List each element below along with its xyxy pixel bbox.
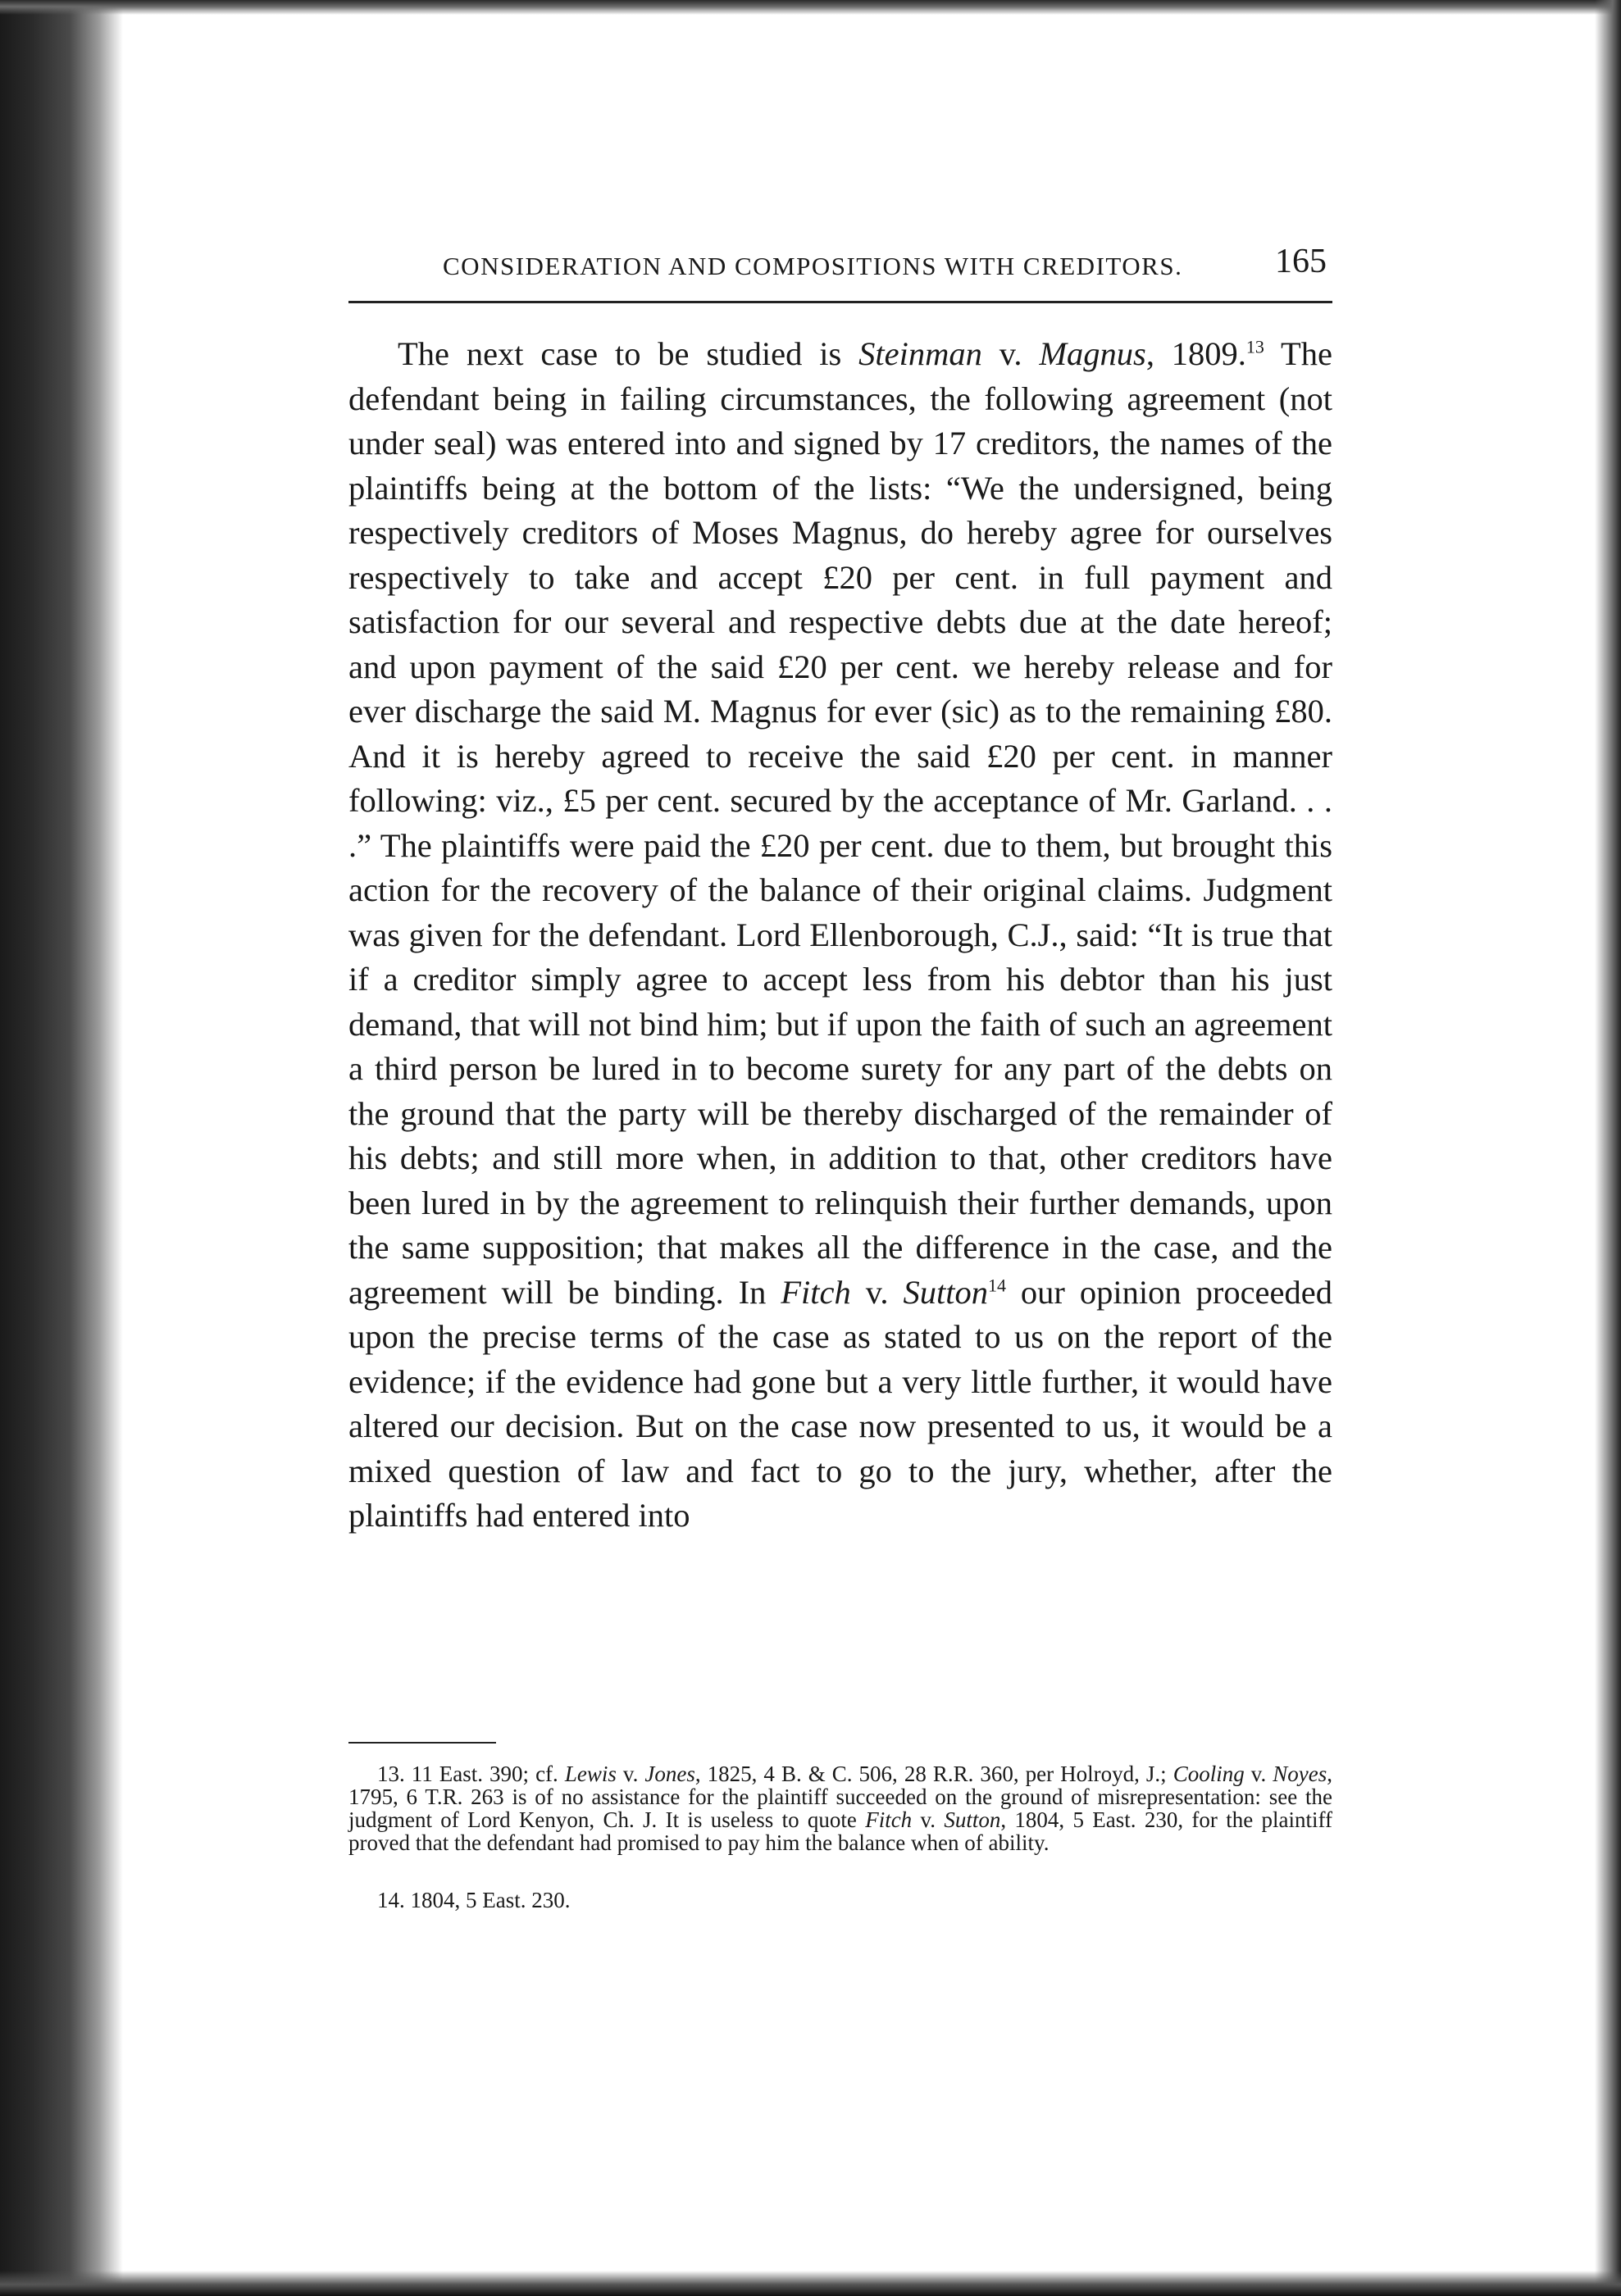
footnote-rule — [348, 1742, 496, 1744]
running-head: CONSIDERATION AND COMPOSITIONS WITH CREDITORS. — [443, 252, 1183, 280]
scan-bottom-edge — [0, 2271, 1621, 2296]
scan-right-edge — [1595, 0, 1621, 2296]
case-name: Jones — [644, 1762, 695, 1786]
text-run: The defendant being in failing circumstances, the following agreement (not under seal) was entered into and signed by 17 creditors, the names of the plaintiffs being at the bottom of the lists: “We the undersigned, being respectively creditors of Moses Magnus, do hereby agree for ourselves respectively to take and accept £20 per cent. in full payment and satisfaction for our several and respective debts due at the date hereof; and upon payment of the said £20 per cent. we hereby release and for ever discharge the said M. Magnus for ever (sic) as to the remaining £80. And it is hereby agreed to receive the said £20 per cent. in manner following: viz., £5 per cent. secured by the acceptance of Mr. Garland. . . .” The plaintiffs were paid the £20 per cent. due to them, but brought this action for the recovery of the balance of their original claims. Judgment was given for the defendant. Lord Ellenborough, C.J., said: “It is true that if a creditor simply agree to accept less from his debtor than his just demand, that will not bind him; but if upon the faith of such an agreement a third person be lured in to become surety for any part of the debts on the ground that the party will be thereby discharged of the remainder of his debts; and still more when, in addition to that, other creditors have been lured in by the agreement to relinquish their further demands, upon the same supposition; that makes all the difference in the case, and the agreement will be binding. In — [348, 335, 1333, 1311]
text-run: v. — [912, 1807, 945, 1832]
footnote-14: 14. 1804, 5 East. 230. — [377, 1888, 571, 1912]
footnotes — [348, 1762, 1332, 1946]
footnote-ref: 14 — [987, 1275, 1006, 1295]
case-name: Noyes — [1273, 1762, 1327, 1786]
case-name: Fitch — [865, 1807, 913, 1832]
page-header — [348, 242, 1332, 291]
case-name: Sutton — [944, 1807, 1001, 1832]
footnote-13 — [348, 1762, 1332, 1854]
page-number: 165 — [1275, 243, 1327, 280]
text-run: our opinion proceeded upon the precise terms of the case as stated to us on the report of the evidence; if the evidence had gone but a very little further, it would have altered our decision. But on the case now presented to us, it would be a mixed question of law and fact to go to the jury, whether, after the plaintiffs had entered into — [348, 1273, 1332, 1534]
case-name: Cooling — [1172, 1762, 1245, 1786]
footnote-ref: 13 — [1245, 336, 1264, 357]
text-run: The next case to be studied is — [398, 335, 859, 372]
scan-binding-shadow — [0, 0, 123, 2296]
text-run: v. — [616, 1762, 645, 1786]
text-run: v. — [1244, 1762, 1273, 1786]
header-rule — [348, 301, 1332, 303]
text-run: , 1809. — [1145, 335, 1246, 372]
text-run: , 1804, 5 East. 230, for the plaintiff proved that the defendant had promised to pay him the balance when of ability. — [348, 1807, 1333, 1855]
text-run: , 1795, 6 T.R. 263 is of no assistance for the plaintiff succeeded on the ground of misrepresentation: see the judgment of Lord Kenyon, Ch. J. It is useless to quote — [348, 1762, 1332, 1832]
case-name: Lewis — [564, 1762, 617, 1786]
body-text — [348, 332, 1332, 1539]
text-run: 13. 11 East. 390; cf. — [377, 1762, 565, 1786]
case-name: Steinman — [858, 335, 982, 372]
case-name: Fitch — [781, 1273, 851, 1311]
text-run: v. — [981, 335, 1040, 372]
case-name: Magnus — [1039, 335, 1146, 372]
paragraph — [348, 332, 1332, 1539]
scan-top-edge — [0, 0, 1621, 15]
text-run: , 1825, 4 B. & C. 506, 28 R.R. 360, per Holroyd, J.; — [694, 1762, 1173, 1786]
text-run: v. — [850, 1273, 904, 1311]
case-name: Sutton — [903, 1273, 988, 1311]
